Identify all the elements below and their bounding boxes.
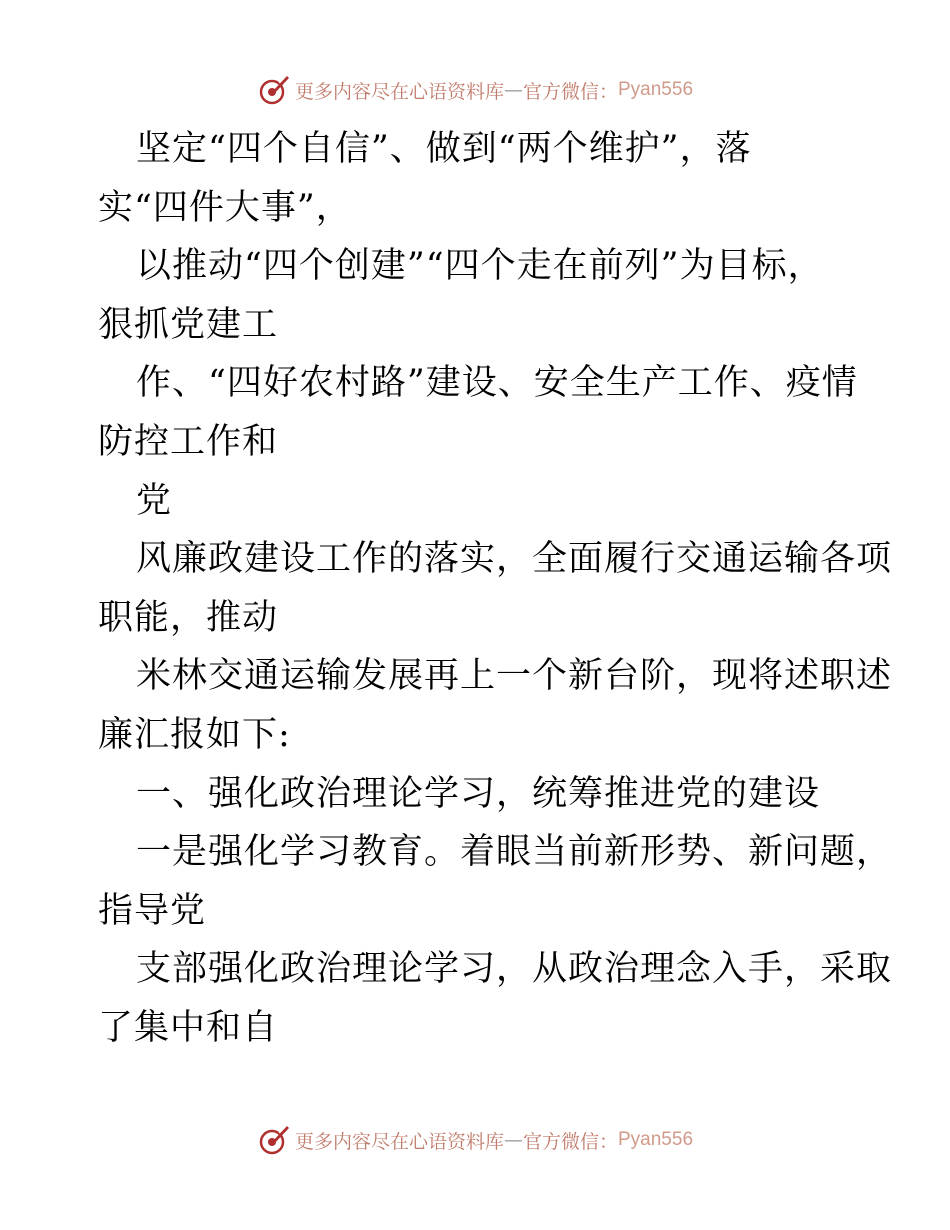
body-line: 支部强化政治理论学习，从政治理念入手，采取 — [136, 949, 893, 990]
quill-pen-logo-icon — [257, 1123, 291, 1157]
body-line: 以推动“四个创建”“四个走在前列”为目标， — [136, 246, 824, 287]
body-line: 廉汇报如下: — [98, 714, 291, 755]
body-line: 了集中和自 — [98, 1007, 279, 1048]
body-line: 党 — [136, 480, 173, 521]
quill-pen-logo-icon — [257, 73, 291, 107]
body-line: 狠抓党建工 — [98, 304, 279, 345]
body-line: 实“四件大事”， — [98, 187, 352, 228]
watermark-wechat-id: Pyan556 — [618, 1129, 694, 1150]
body-line: 职能，推动 — [98, 597, 279, 638]
body-line: 风廉政建设工作的落实，全面履行交通运输各项 — [136, 539, 893, 580]
document-body — [98, 120, 893, 1058]
body-line: 指导党 — [98, 890, 207, 931]
watermark-wechat-label: 官方微信： — [522, 80, 618, 103]
body-line: 坚定“四个自信”、做到“两个维护”，落 — [136, 129, 752, 169]
watermark-site-text: 更多内容尽在心语资料库 — [294, 80, 504, 103]
watermark-dash: — — [503, 1129, 523, 1151]
watermark-wechat-label: 官方微信： — [522, 1130, 618, 1153]
body-line: 作、“四好农村路”建设、安全生产工作、疫情 — [136, 363, 858, 404]
watermark-dash: — — [503, 79, 523, 101]
section-heading: 一、强化政治理论学习，统筹推进党的建设 — [136, 773, 821, 814]
watermark-wechat-id: Pyan556 — [618, 79, 694, 100]
watermark-site-text: 更多内容尽在心语资料库 — [294, 1130, 504, 1153]
header-watermark — [0, 70, 950, 110]
body-line: 米林交通运输发展再上一个新台阶，现将述职述 — [136, 656, 893, 697]
footer-watermark — [0, 1120, 950, 1160]
body-line: 防控工作和 — [98, 421, 279, 462]
body-line: 一是强化学习教育。着眼当前新形势、新问题， — [136, 832, 893, 873]
